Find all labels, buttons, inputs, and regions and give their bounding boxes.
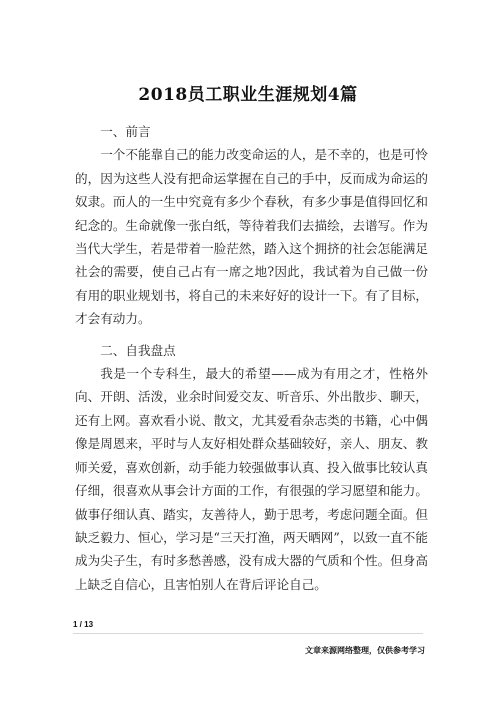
paragraph-preface: 一个不能靠自己的能力改变命运的人，是不幸的，也是可怜的，因为这些人没有把命运掌握在自己的手中，反而成为命运的奴隶。而人的一生中究竟有多少个春秋，有多少事是值得回忆和纪念的。生命就像一张白纸，等待着我们去描绘，去谱写。作为当代大学生，若是带着一脸茫然，踏入这个拥挤的社会怎能满足社会的需要，使自己占有一席之地?因此，我试着为自己做一份有用的职业规划书，将自己的未来好好的设计一下。有了目标，才会有动力。 [75, 147, 428, 327]
document-body [75, 120, 428, 596]
page-number: 1 / 13 [73, 620, 94, 629]
section-heading-preface: 一、前言 [100, 124, 151, 139]
footer-divider [73, 633, 423, 634]
section-heading-self-assessment: 二、自我盘点 [100, 342, 176, 358]
document-title: 2018员工职业生涯规划4篇 [138, 85, 358, 105]
paragraph-self-assessment: 我是一个专科生，最大的希望——成为有用之才，性格外向、开朗、活泼，业余时间爱交友、听音乐、外出散步、聊天，还有上网。喜欢看小说、散文，尤其爱看杂志类的书籍，心中偶像是周恩来，平时与人友好相处群众基础较好，亲人、朋友、教师关爱，喜欢创新，动手能力较强做事认真、投入做事比较认真仔细，很喜欢从事会计方面的工作，有很强的学习愿望和能力。做事仔细认真、踏实，友善待人，勤于思考，考虑问题全面。但缺乏毅力、恒心，学习是“三天打渔，两天晒网”，以致一直不能成为尖子生，有时多愁善感，没有成大器的气质和个性。但身高上缺乏自信心，且害怕别人在背后评论自己。 [75, 366, 428, 592]
source-note: 文章来源网络整理，仅供参考学习 [305, 646, 425, 655]
